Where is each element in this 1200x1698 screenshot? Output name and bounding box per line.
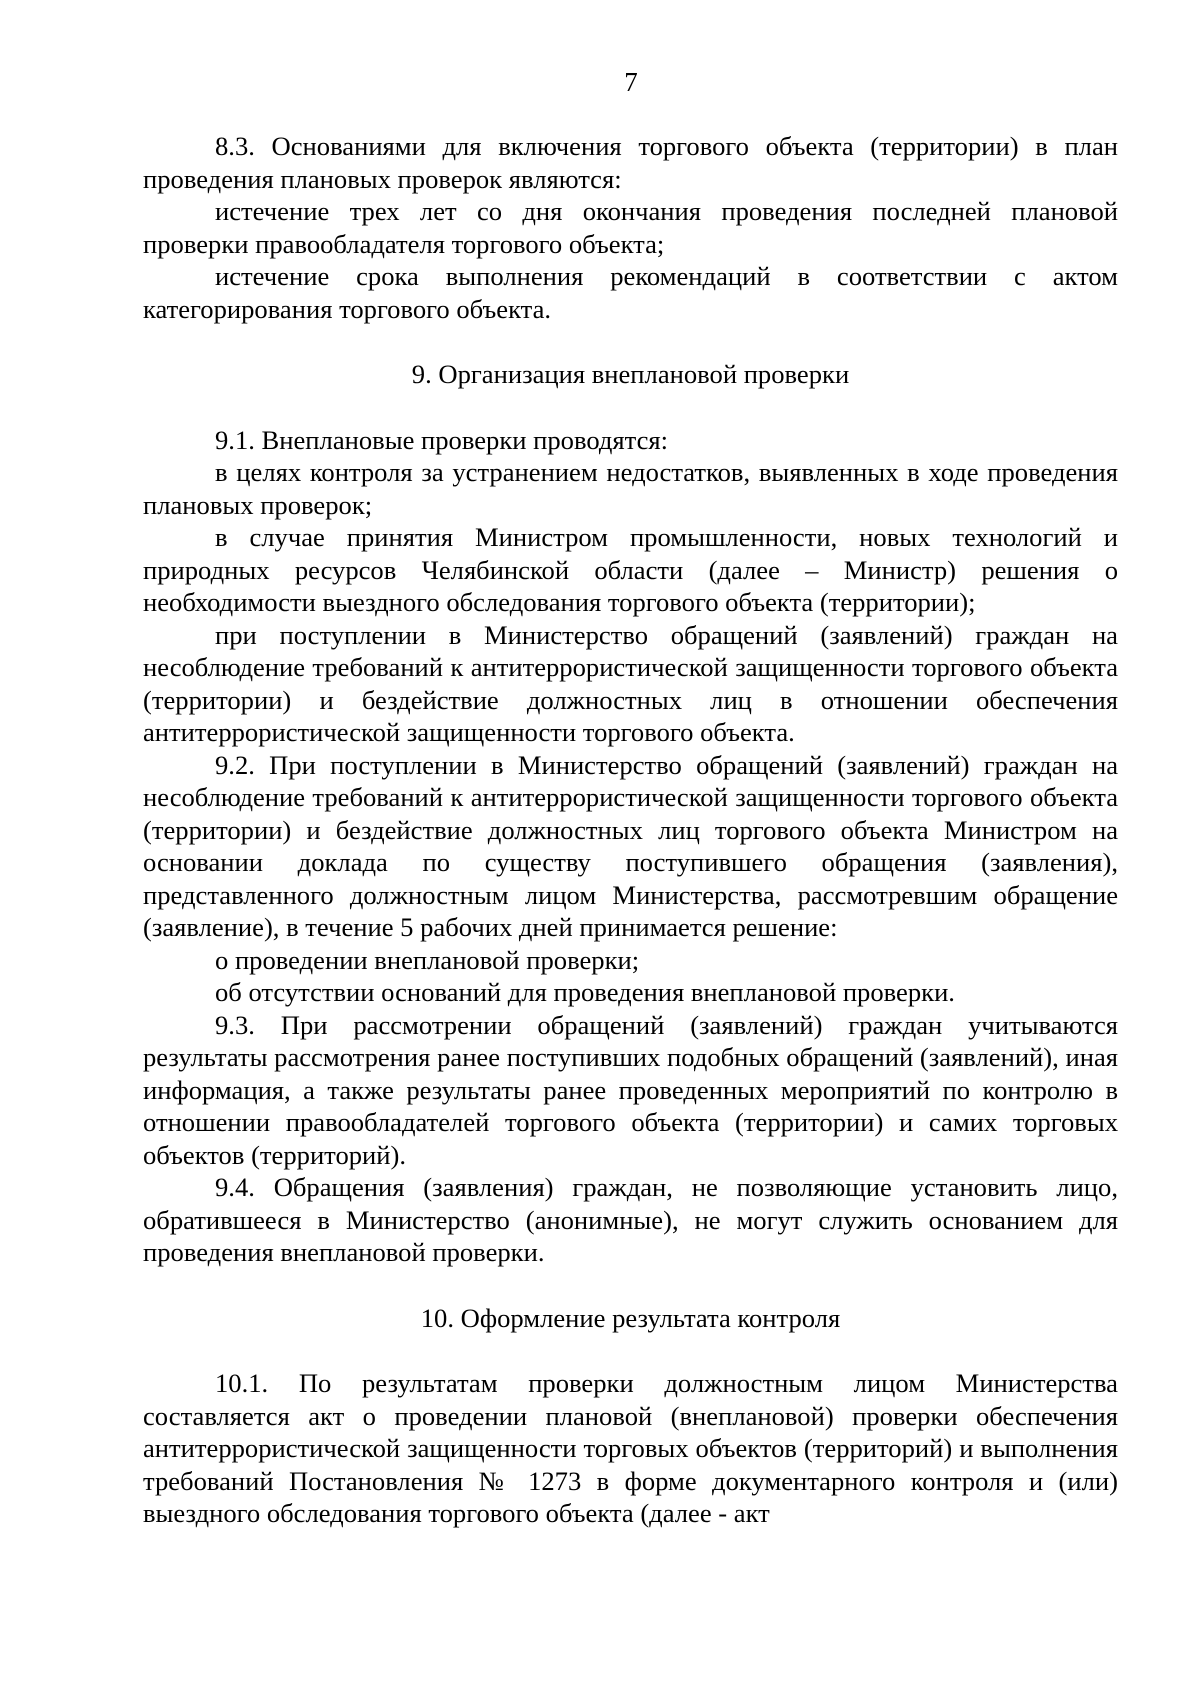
section-9-heading: 9. Организация внеплановой проверки bbox=[411, 359, 850, 389]
paragraph-9-4: 9.4. Обращения (заявления) граждан, не позволяющие установить лицо, обратившееся в Министерство (анонимные), не могут служить основанием для проведения внеплановой проверки. bbox=[143, 1172, 1118, 1267]
paragraph-9-1-item-3: при поступлении в Министерство обращений (заявлений) граждан на несоблюдение требований к антитеррористической защищенности торгового объекта (территории) и бездействие должностных лиц в отношении обеспечения антитеррористической защищенности торгового объекта. bbox=[143, 619, 1118, 747]
paragraph-9-1-item-2: в случае принятия Министром промышленности, новых технологий и природных ресурсов Челябинской области (далее – Министр) решения о необходимости выездного обследования торгового объекта (территории); bbox=[143, 522, 1118, 617]
paragraph-8-3-item-1: истечение трех лет со дня окончания проведения последней плановой проверки правообладателя торгового объекта; bbox=[143, 196, 1118, 259]
paragraph-9-2: 9.2. При поступлении в Министерство обращений (заявлений) граждан на несоблюдение требований к антитеррористической защищенности торгового объекта (территории) и бездействие должностных лиц торгового объекта Министром на основании доклада по существу поступившего обращения (заявления), представленного должностным лицом Министерства, рассмотревшим обращение (заявление), в течение 5 рабочих дней принимается решение: bbox=[143, 749, 1118, 942]
paragraph-8-3-item-2: истечение срока выполнения рекомендаций в соответствии с актом категорирования торгового объекта. bbox=[143, 261, 1118, 324]
paragraph-9-1-item-1: в целях контроля за устранением недостатков, выявленных в ходе проведения плановых проверок; bbox=[143, 457, 1118, 520]
paragraph-9-2-item-2: об отсутствии оснований для проведения внеплановой проверки. bbox=[215, 977, 955, 1007]
paragraph-9-3: 9.3. При рассмотрении обращений (заявлений) граждан учитываются результаты рассмотрения ранее поступивших подобных обращений (заявлений), иная информация, а также результаты ранее проведенных мероприятий по контролю в отношении правообладателей торгового объекта (территории) и самих торговых объектов (территорий). bbox=[143, 1009, 1118, 1170]
document-body bbox=[143, 130, 1118, 1530]
paragraph-10-1: 10.1. По результатам проверки должностным лицом Министерства составляется акт о проведении плановой (внеплановой) проверки обеспечения антитеррористической защищенности торговых объектов (территорий) и выполнения требований Постановления № 1273 в форме документарного контроля и (или) выездного обследования торгового объекта (далее - акт bbox=[143, 1368, 1118, 1528]
paragraph-9-2-item-1: о проведении внеплановой проверки; bbox=[215, 944, 640, 975]
section-10-heading: 10. Оформление результата контроля bbox=[420, 1302, 841, 1333]
paragraph-9-1: 9.1. Внеплановые проверки проводятся: bbox=[215, 424, 669, 455]
paragraph-8-3: 8.3. Основаниями для включения торгового объекта (территории) в план проведения плановых проверок являются: bbox=[143, 131, 1118, 194]
page-number: 7 bbox=[624, 67, 638, 97]
